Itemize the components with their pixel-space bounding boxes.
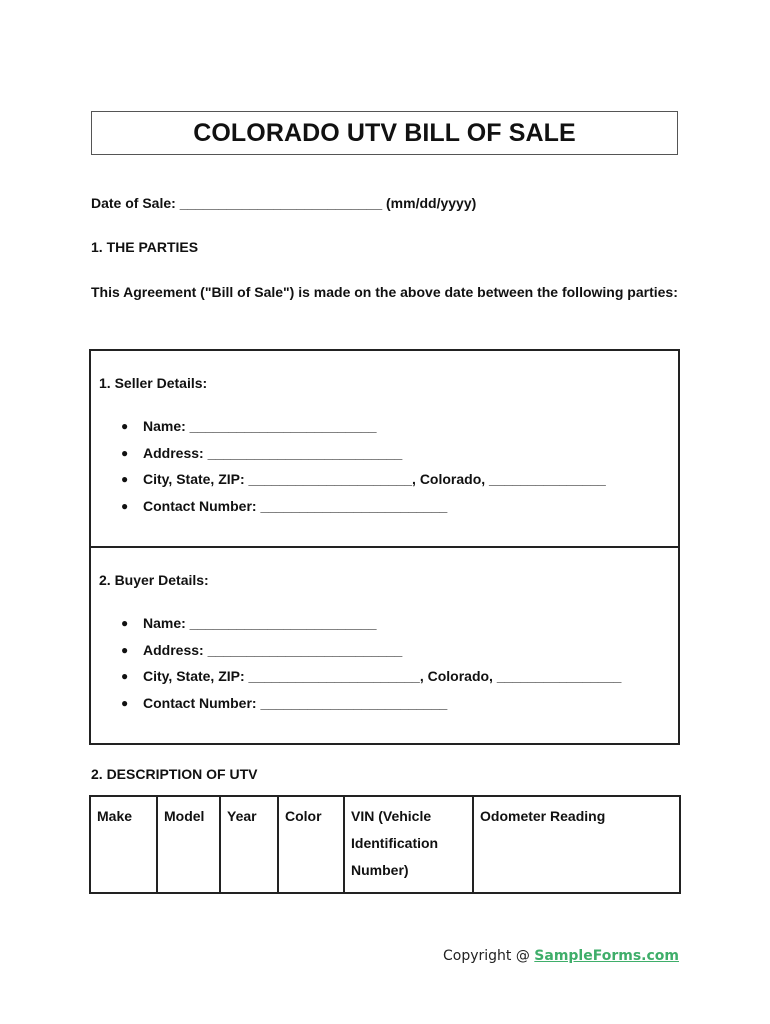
bullet-icon: ●: [121, 642, 129, 657]
buyer-heading: 2. Buyer Details:: [99, 572, 209, 588]
document-title: COLORADO UTV BILL OF SALE: [193, 118, 576, 147]
header-year: Year: [220, 796, 278, 893]
bullet-icon: ●: [121, 472, 129, 486]
header-odometer: Odometer Reading: [473, 796, 680, 893]
copyright-text: Copyright @: [442, 948, 535, 964]
seller-address-field: ● Address: _________________________: [91, 440, 606, 467]
title-box: [91, 111, 678, 155]
bullet-icon: ●: [121, 695, 129, 710]
seller-details-box: [89, 349, 680, 548]
section-parties-heading: 1. THE PARTIES: [91, 239, 199, 255]
seller-heading: 1. Seller Details:: [99, 375, 208, 391]
utv-description-table: [89, 795, 681, 894]
seller-field-list: [91, 413, 606, 519]
buyer-details-box: [89, 546, 680, 745]
bullet-icon: ●: [121, 445, 129, 460]
section-description-heading: 2. DESCRIPTION OF UTV: [91, 766, 258, 782]
seller-city-field: ● City, State, ZIP: _____________________, Colorado, _______________: [91, 466, 606, 493]
bullet-icon: ●: [121, 498, 129, 513]
seller-contact-field: ● Contact Number: ________________________: [91, 493, 606, 520]
seller-name-field: ● Name: ________________________: [91, 413, 606, 440]
header-vin: VIN (Vehicle Identification Number): [344, 796, 473, 893]
header-model: Model: [157, 796, 220, 893]
copyright-footer: [443, 948, 679, 964]
bullet-icon: ●: [121, 616, 129, 630]
bullet-icon: ●: [121, 419, 129, 433]
sampleforms-link[interactable]: SampleForms.com: [534, 948, 679, 964]
table-row: [90, 796, 680, 893]
buyer-city-field: ● City, State, ZIP: ______________________, Colorado, ________________: [91, 663, 621, 690]
buyer-field-list: [91, 610, 621, 716]
buyer-name-field: ● Name: ________________________: [91, 610, 621, 637]
header-color: Color: [278, 796, 344, 893]
buyer-contact-field: ● Contact Number: ________________________: [91, 690, 621, 717]
bullet-icon: ●: [121, 669, 129, 683]
intro-paragraph: This Agreement ("Bill of Sale") is made on the above date between the following parties:: [91, 284, 678, 300]
buyer-address-field: ● Address: _________________________: [91, 637, 621, 664]
header-make: Make: [90, 796, 157, 893]
date-of-sale-line: Date of Sale: __________________________ (mm/dd/yyyy): [91, 195, 477, 211]
